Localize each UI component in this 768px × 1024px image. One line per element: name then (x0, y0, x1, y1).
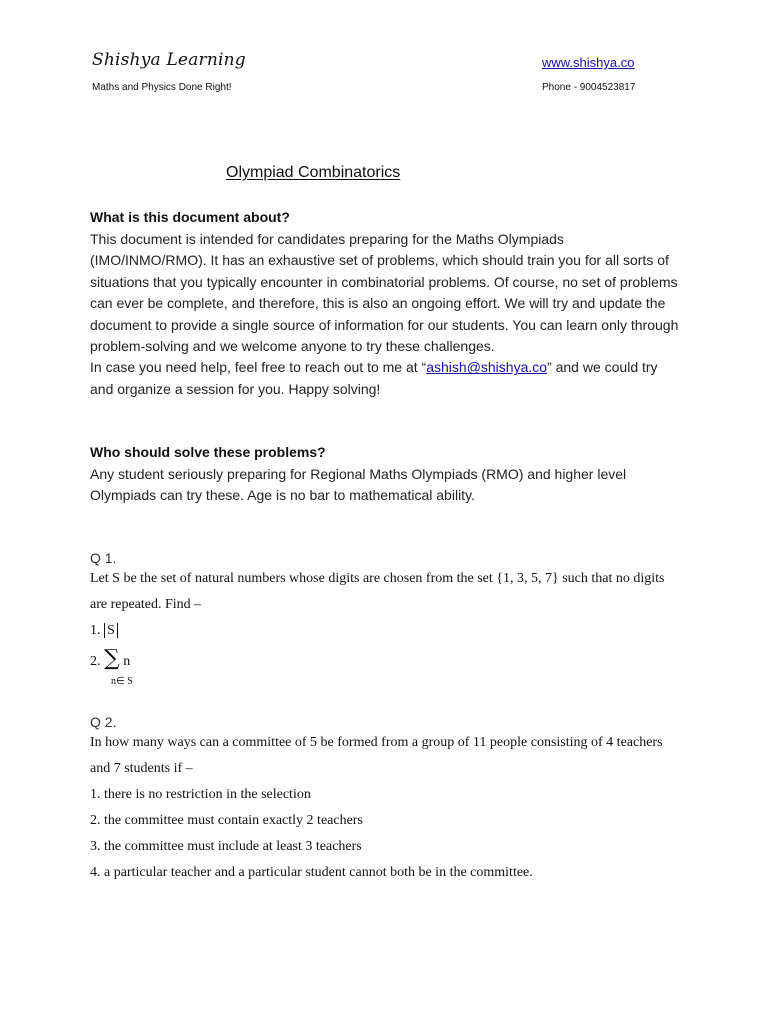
summation-variable: n (123, 654, 131, 669)
summation-subscript: n∈ S (111, 676, 133, 687)
about-paragraph: This document is intended for candidates preparing for the Maths Olympiads (IMO/INMO/RMO). It has an exhaustive set of problems, which should train you for all sorts of situations that you typically encounter in combinatorial problems. Of course, no set of problems can ever be complete, and therefore, this is also an ongoing effort. We will try and update the document to provide a single source of information for our students. You can learn only through problem-solving and we welcome anyone to try these challenges. (90, 231, 679, 355)
who-paragraph: Any student seriously preparing for Regional Maths Olympiads (RMO) and higher level Olympiads can try these. Age is no bar to mathematical ability. (90, 466, 627, 504)
question-label-1: Q 1. (90, 550, 117, 566)
section-heading-about: What is this document about? (90, 209, 290, 225)
help-paragraph (90, 357, 680, 400)
brand-name: Shishya Learning (92, 50, 246, 70)
summation-symbol: ∑ (104, 646, 120, 671)
page-title: Olympiad Combinatorics (226, 164, 401, 181)
question-2-line-1: In how many ways can a committee of 5 be formed from a group of 11 people consisting of 4 teachers (90, 735, 663, 750)
question-2-item-1: 1. there is no restriction in the selection (90, 787, 311, 802)
question-1-part-2 (90, 646, 130, 671)
section-heading-who: Who should solve these problems? (90, 444, 326, 460)
section-body-who (90, 464, 680, 507)
question-1-part-1 (90, 623, 118, 639)
question-2-item-4: 4. a particular teacher and a particular student cannot both be in the committee. (90, 865, 533, 880)
question-1-line-2: are repeated. Find – (90, 597, 202, 612)
question-2-line-2: and 7 students if – (90, 761, 193, 776)
website-link[interactable]: www.shishya.co (542, 55, 635, 70)
part-1-number: 1. (90, 623, 101, 638)
question-2-item-2: 2. the committee must contain exactly 2 teachers (90, 813, 363, 828)
question-label-2: Q 2. (90, 714, 117, 730)
help-suffix: ” and we could try and organize a session for you. Happy solving! (90, 359, 658, 397)
phone-number: Phone - 9004523817 (542, 82, 636, 93)
part-2-number: 2. (90, 654, 101, 669)
question-2-item-3: 3. the committee must include at least 3 teachers (90, 839, 362, 854)
brand-tagline: Maths and Physics Done Right! (92, 82, 232, 93)
question-1-line-1: Let S be the set of natural numbers whose digits are chosen from the set {1, 3, 5, 7} such that no digits (90, 571, 665, 586)
email-link[interactable]: ashish@shishya.co (426, 359, 548, 376)
help-prefix: In case you need help, feel free to reach out to me at “ (90, 359, 427, 376)
section-body-about (90, 229, 680, 400)
cardinality-expression: S (104, 623, 118, 638)
